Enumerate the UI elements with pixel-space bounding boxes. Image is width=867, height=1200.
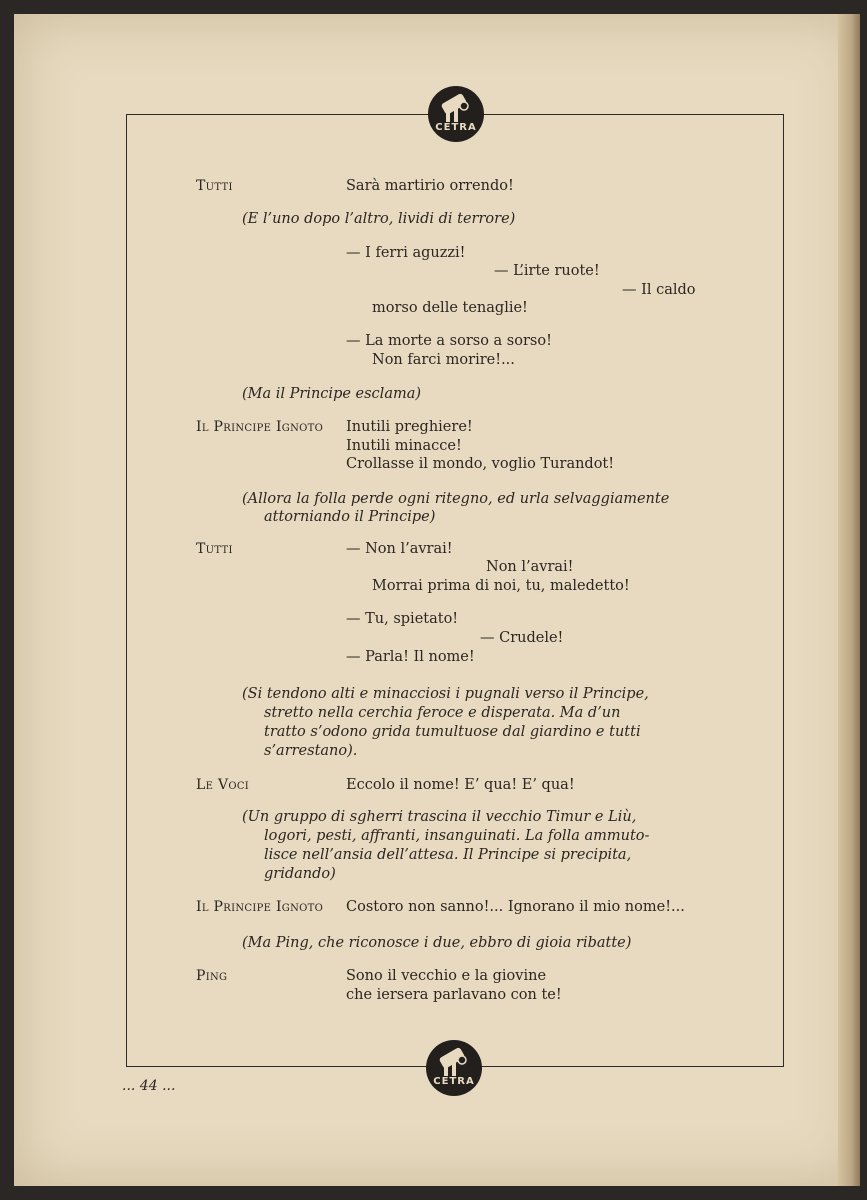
publisher-logo-top — [428, 86, 484, 142]
verse-line: — Il caldo — [622, 282, 696, 298]
verse-line: — I ferri aguzzi! — [346, 245, 466, 261]
verse-line: Eccolo il nome! E’ qua! E’ qua! — [346, 777, 575, 793]
gramophone-icon — [428, 86, 484, 142]
logo-text: CETRA — [435, 122, 477, 133]
stage-direction: s’arrestano). — [264, 743, 358, 759]
stage-direction: (E l’uno dopo l’altro, lividi di terrore) — [242, 211, 516, 227]
stage-direction: (Un gruppo di sgherri trascina il vecchio Timur e Liù, — [242, 809, 637, 825]
speaker-label: Tutti — [196, 541, 233, 557]
verse-line: Non farci morire!... — [372, 352, 515, 368]
stage-direction: stretto nella cerchia feroce e disperata. Ma d’un — [264, 705, 621, 721]
logo-text: CETRA — [433, 1076, 475, 1087]
page-edge-right — [838, 14, 860, 1186]
gramophone-icon — [426, 1040, 482, 1096]
stage-direction: attorniando il Principe) — [264, 509, 436, 525]
stage-direction: logori, pesti, affranti, insanguinati. La folla ammuto- — [264, 828, 650, 844]
speaker-label: Ping — [196, 968, 228, 984]
verse-line: Inutili preghiere! — [346, 419, 473, 435]
stage-direction: (Ma il Principe esclama) — [242, 386, 422, 402]
page-number: ... 44 ... — [122, 1078, 176, 1094]
verse-line: Costoro non sanno!... Ignorano il mio nome!... — [346, 899, 685, 915]
verse-line: Crollasse il mondo, voglio Turandot! — [346, 456, 615, 472]
verse-line: Non l’avrai! — [486, 559, 574, 575]
verse-line: Inutili minacce! — [346, 438, 462, 454]
verse-line: — L’irte ruote! — [494, 263, 600, 279]
verse-line: — La morte a sorso a sorso! — [346, 333, 552, 349]
speaker-label: Le Voci — [196, 777, 250, 793]
publisher-logo-bottom — [426, 1040, 482, 1096]
verse-line: Sarà martirio orrendo! — [346, 178, 514, 194]
verse-line: morso delle tenaglie! — [372, 300, 528, 316]
verse-line: — Parla! Il nome! — [346, 649, 475, 665]
stage-direction: (Ma Ping, che riconosce i due, ebbro di gioia ribatte) — [242, 935, 632, 951]
verse-line: — Crudele! — [480, 630, 564, 646]
verse-line: — Non l’avrai! — [346, 541, 453, 557]
speaker-label: Tutti — [196, 178, 233, 194]
verse-line: Sono il vecchio e la giovine — [346, 968, 547, 984]
stage-direction: (Si tendono alti e minacciosi i pugnali verso il Principe, — [242, 686, 649, 702]
verse-line: — Tu, spietato! — [346, 611, 459, 627]
stage-direction: (Allora la folla perde ogni ritegno, ed urla selvaggiamente — [242, 491, 670, 507]
stage-direction: tratto s’odono grida tumultuose dal giardino e tutti — [264, 724, 641, 740]
speaker-label: Il Principe Ignoto — [196, 899, 324, 915]
stage-direction: gridando) — [264, 866, 336, 882]
stage-direction: lisce nell’ansia dell’attesa. Il Principe si precipita, — [264, 847, 632, 863]
speaker-label: Il Principe Ignoto — [196, 419, 324, 435]
verse-line: che iersera parlavano con te! — [346, 987, 562, 1003]
verse-line: Morrai prima di noi, tu, maledetto! — [372, 578, 630, 594]
